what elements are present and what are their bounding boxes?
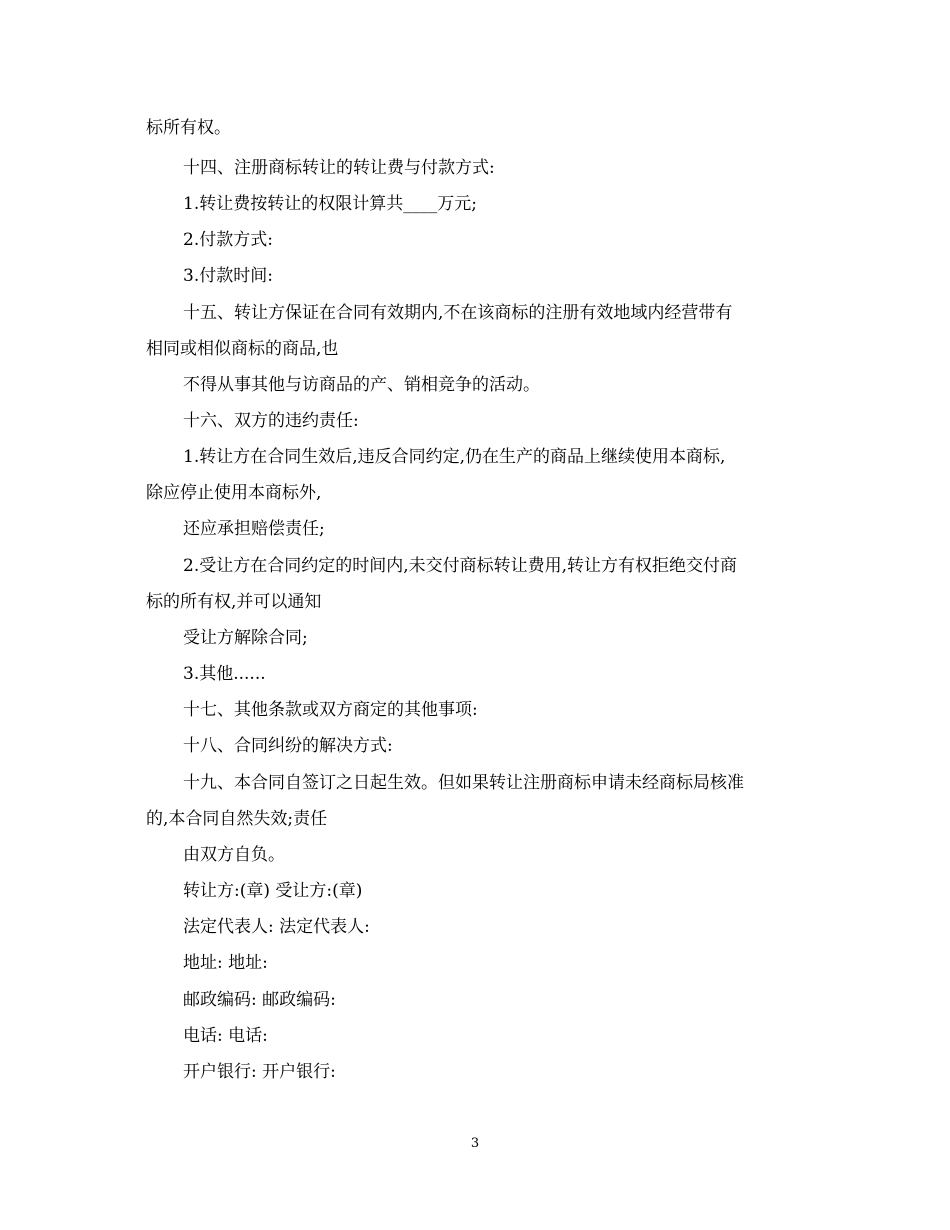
text-line: 受让方解除合同; <box>183 628 308 648</box>
text-line: 的,本合同自然失效;责任 <box>146 809 328 829</box>
text-line: 1.转让方在合同生效后,违反合同约定,仍在生产的商品上继续使用本商标, <box>183 447 726 467</box>
section-heading-18: 十八、合同纠纷的解决方式: <box>183 736 393 756</box>
text-line: 由双方自负。 <box>183 845 285 865</box>
text-line: 除应停止使用本商标外, <box>146 483 322 503</box>
section-heading-15: 十五、转让方保证在合同有效期内,不在该商标的注册有效地域内经营带有 <box>183 303 733 323</box>
text-line: 相同或相似商标的商品,也 <box>146 339 339 359</box>
bank-line: 开户银行: 开户银行: <box>183 1062 336 1082</box>
address-line: 地址: 地址: <box>183 953 268 973</box>
text-line: 标的所有权,并可以通知 <box>146 592 322 612</box>
postal-code-line: 邮政编码: 邮政编码: <box>183 990 336 1010</box>
section-heading-19: 十九、本合同自签订之日起生效。但如果转让注册商标申请未经商标局核准 <box>183 773 744 793</box>
text-line: 还应承担赔偿责任; <box>183 519 325 539</box>
text-line: 1.转让费按转让的权限计算共____万元; <box>183 194 477 214</box>
text-line: 标所有权。 <box>146 118 231 138</box>
text-line: 不得从事其他与访商品的产、销相竞争的活动。 <box>183 375 540 395</box>
phone-line: 电话: 电话: <box>183 1026 268 1046</box>
section-heading-17: 十七、其他条款或双方商定的其他事项: <box>183 700 478 720</box>
section-heading-16: 十六、双方的违约责任: <box>183 411 359 431</box>
representative-line: 法定代表人: 法定代表人: <box>183 917 370 937</box>
page-number: 3 <box>470 1136 480 1151</box>
text-line: 2.付款方式: <box>183 230 273 250</box>
signature-line: 转让方:(章) 受让方:(章) <box>183 881 363 901</box>
text-line: 3.其他...... <box>183 664 266 684</box>
text-line: 2.受让方在合同约定的时间内,未交付商标转让费用,转让方有权拒绝交付商 <box>183 556 738 576</box>
section-heading-14: 十四、注册商标转让的转让费与付款方式: <box>183 158 495 178</box>
text-line: 3.付款时间: <box>183 266 273 286</box>
